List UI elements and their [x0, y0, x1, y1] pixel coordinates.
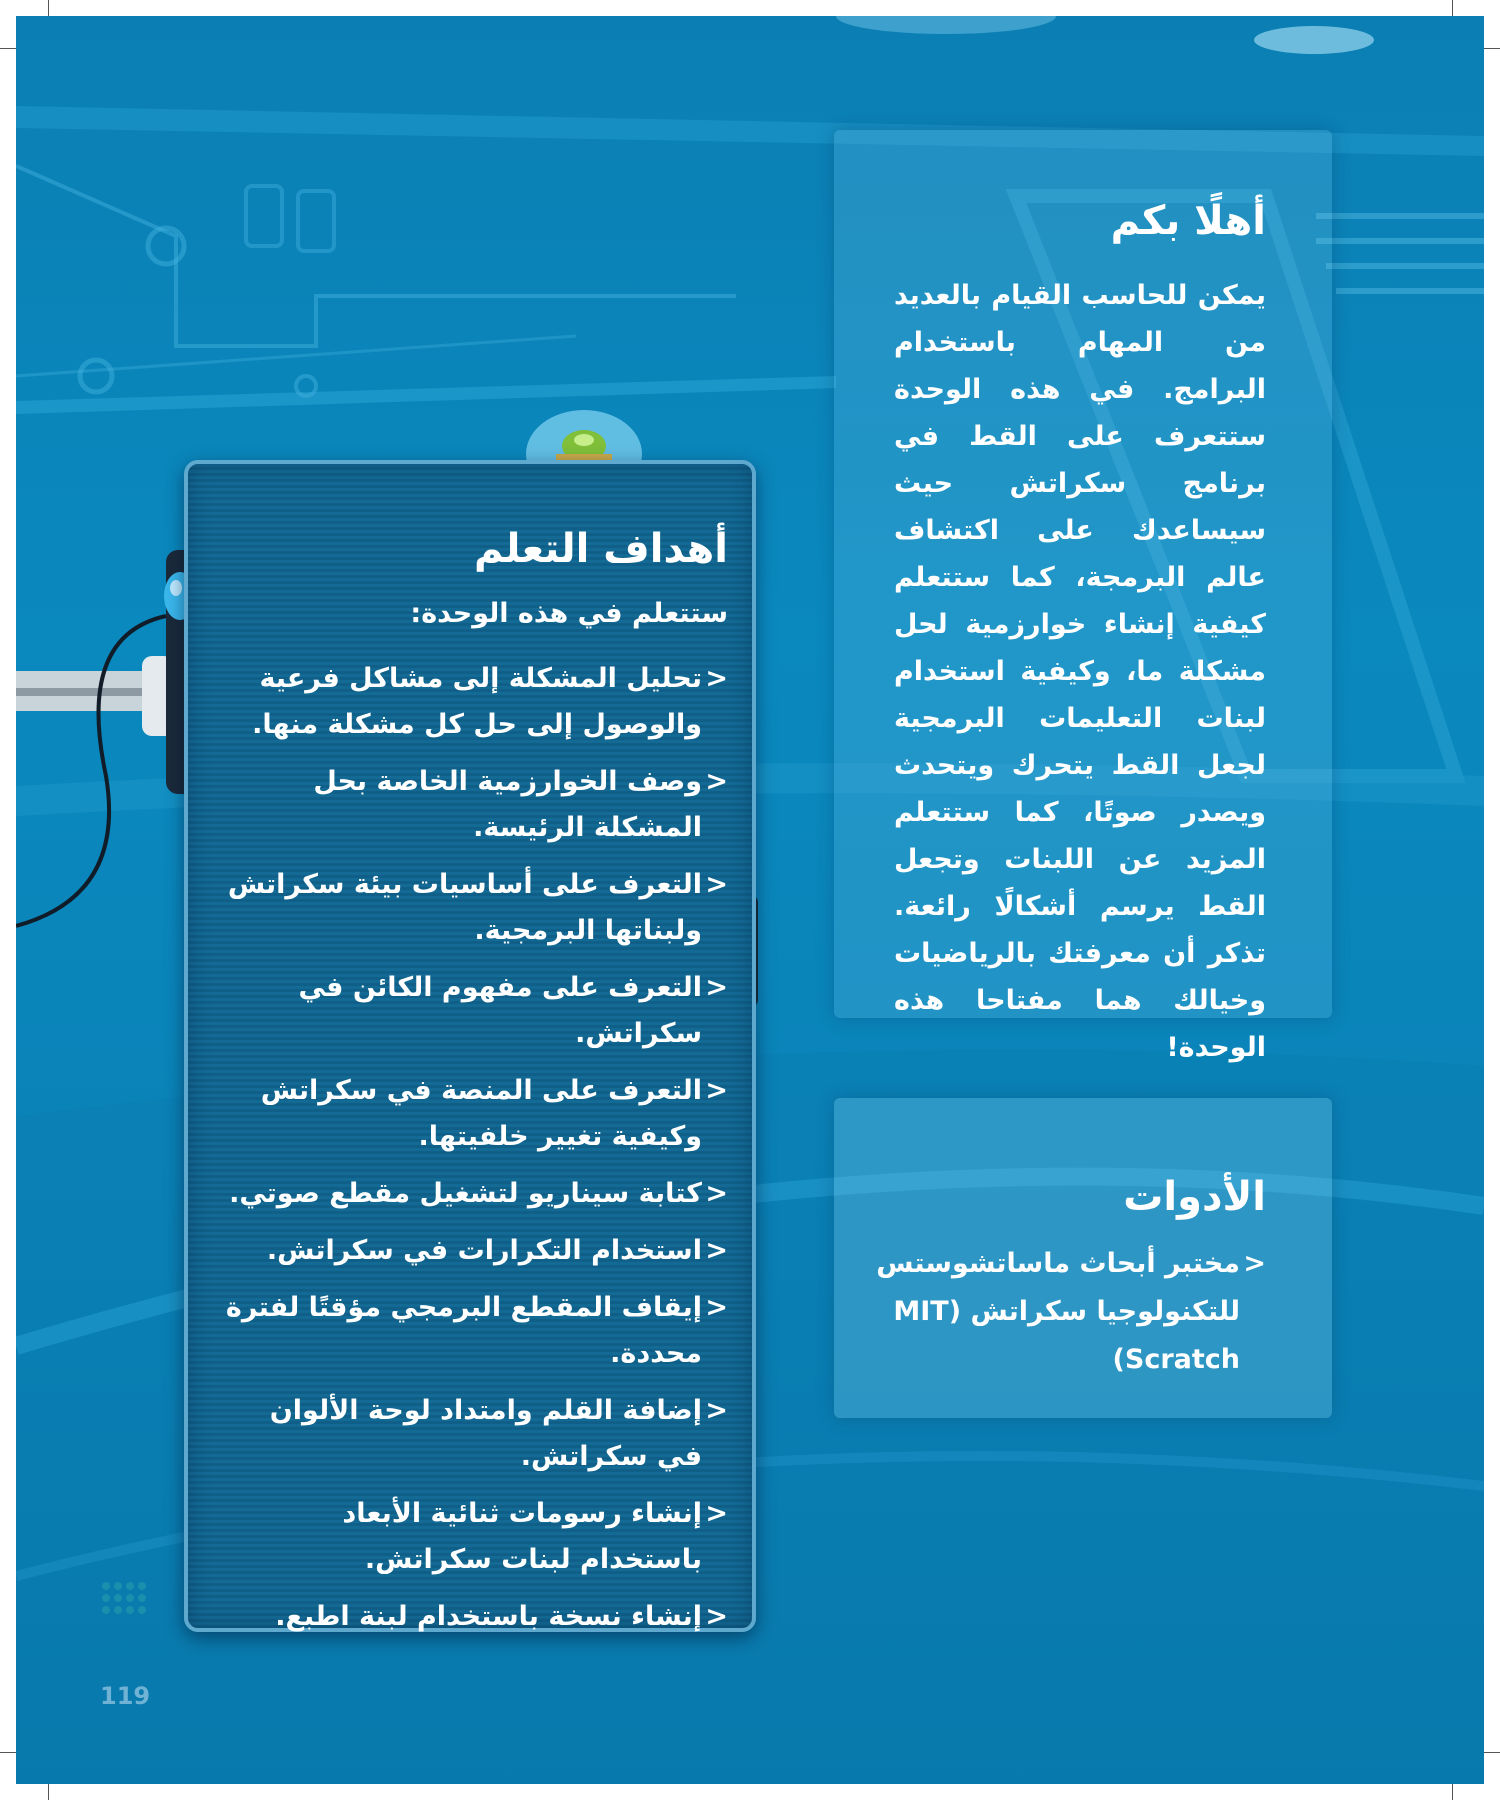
goal-label: إيقاف المقطع البرمجي مؤقتًا لفترة محددة. — [225, 1292, 702, 1369]
goal-label: استخدام التكرارات في سكراتش. — [266, 1235, 702, 1266]
list-item — [216, 1171, 728, 1217]
goal-label: إضافة القلم وامتداد لوحة الألوان في سكراتش. — [269, 1395, 702, 1472]
welcome-text: يمكن للحاسب القيام بالعديد من المهام باستخدام البرامج. في هذه الوحدة ستتعرف على القط في برنامج سكراتش حيث سيساعدك على اكتشاف عالم البرمجة، كما ستتعلم كيفية إنشاء خوارزمية لحل مشكلة ما، وكيفية استخدام لبنات التعليمات البرمجية لجعل القط يتحرك ويتحدث ويصدر صوتًا، كما ستتعلم المزيد عن اللبنات وتجعل القط يرسم أشكالًا رائعة. تذكر أن معرفتك بالرياضيات وخيالك هما مفتاحا هذه الوحدة! — [894, 280, 1266, 1063]
tools-list — [866, 1240, 1266, 1384]
tool-label: مختبر أبحاث ماساتشوستس للتكنولوجيا سكراتش (MIT Scratch) — [876, 1248, 1240, 1375]
bullet-icon: < — [705, 1498, 728, 1529]
bullet-icon: < — [705, 1235, 728, 1266]
bullet-icon: < — [705, 663, 728, 694]
page — [16, 16, 1484, 1784]
list-item — [216, 1594, 728, 1640]
goal-label: التعرف على مفهوم الكائن في سكراتش. — [298, 972, 702, 1049]
list-item — [216, 656, 728, 748]
welcome-title: أهلًا بكم — [1110, 198, 1266, 244]
goal-label: إنشاء نسخة باستخدام لبنة اطبع. — [275, 1601, 702, 1632]
list-item — [216, 1228, 728, 1274]
bullet-icon: < — [1243, 1248, 1266, 1279]
list-item — [216, 1068, 728, 1160]
bullet-icon: < — [705, 972, 728, 1003]
list-item — [216, 965, 728, 1057]
goal-label: كتابة سيناريو لتشغيل مقطع صوتي. — [229, 1178, 702, 1209]
goal-label: إنشاء رسومات ثنائية الأبعاد باستخدام لبنات سكراتش. — [342, 1498, 702, 1575]
tools-title: الأدوات — [1123, 1174, 1266, 1220]
list-item — [216, 1491, 728, 1583]
list-item — [216, 759, 728, 851]
goal-label: تحليل المشكلة إلى مشاكل فرعية والوصول إلى حل كل مشكلة منها. — [252, 663, 702, 740]
goal-label: وصف الخوارزمية الخاصة بحل المشكلة الرئيسة. — [313, 766, 702, 843]
list-item — [866, 1240, 1266, 1384]
bullet-icon: < — [705, 1075, 728, 1106]
list-item — [216, 862, 728, 954]
page-number: 119 — [100, 1682, 151, 1710]
bullet-icon: < — [705, 1601, 728, 1632]
list-item — [216, 1388, 728, 1480]
bullet-icon: < — [705, 766, 728, 797]
learning-goals-title: أهداف التعلم — [474, 526, 728, 572]
bullet-icon: < — [705, 1292, 728, 1323]
goal-label: التعرف على المنصة في سكراتش وكيفية تغيير خلفيتها. — [260, 1075, 702, 1152]
learning-goals-intro: ستتعلم في هذه الوحدة: — [410, 598, 728, 629]
bullet-icon: < — [705, 869, 728, 900]
goal-label: التعرف على أساسيات بيئة سكراتش ولبناتها البرمجية. — [227, 869, 702, 946]
list-item — [216, 1285, 728, 1377]
learning-goals-list — [216, 656, 728, 1651]
bullet-icon: < — [705, 1395, 728, 1426]
bullet-icon: < — [705, 1178, 728, 1209]
